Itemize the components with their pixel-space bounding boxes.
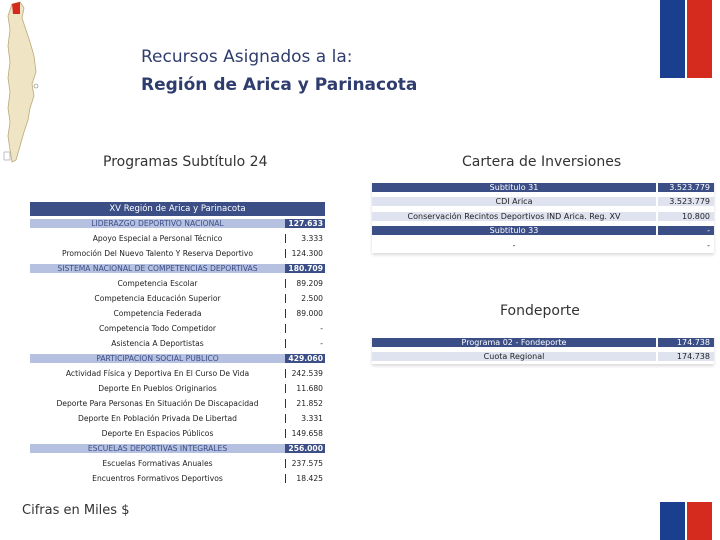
- table-row: [30, 441, 325, 456]
- row-value: 18.425: [285, 474, 325, 483]
- row-label: PARTICIPACION SOCIAL PUBLICO: [30, 354, 285, 363]
- programas-table-header: XV Región de Arica y Parinacota: [30, 202, 325, 216]
- table-row: [372, 335, 714, 350]
- programas-title: Programas Subtítulo 24: [103, 154, 268, 170]
- row-label: Deporte En Espacios Públicos: [101, 429, 214, 438]
- row-value: 10.800: [658, 212, 714, 221]
- row-value: 237.575: [285, 459, 325, 468]
- footer-note: Cifras en Miles $: [22, 503, 130, 518]
- row-value: 127.633: [285, 219, 325, 228]
- row-label: Competencia Todo Competidor: [98, 324, 217, 333]
- row-label: Actividad Física y Deportiva En El Curso De Vida: [65, 369, 250, 378]
- region-map-icon: [0, 0, 40, 165]
- programas-table: [30, 202, 325, 486]
- row-value: 124.300: [285, 249, 325, 258]
- inversiones-table: [372, 180, 714, 253]
- row-label: Programa 02 - Fondeporte: [372, 338, 656, 347]
- row-value: 11.680: [285, 384, 325, 393]
- row-label: Cuota Regional: [372, 352, 656, 361]
- row-label: LIDERAZGO DEPORTIVO NACIONAL: [30, 219, 285, 228]
- row-label: Promoción Del Nuevo Talento Y Reserva Deportivo: [62, 249, 253, 258]
- table-row: [30, 291, 325, 306]
- table-row: [30, 411, 325, 426]
- page-title-line2: Región de Arica y Parinacota: [141, 75, 418, 95]
- row-value: 149.658: [285, 429, 325, 438]
- table-row: [30, 321, 325, 336]
- row-value: 174.738: [658, 352, 714, 361]
- row-value: -: [285, 339, 325, 348]
- table-row: [372, 195, 714, 210]
- row-label: SISTEMA NACIONAL DE COMPETENCIAS DEPORTIVAS: [30, 264, 285, 273]
- row-value: 89.000: [285, 309, 325, 318]
- table-row: [30, 336, 325, 351]
- row-label: -: [372, 241, 656, 250]
- table-row: [372, 350, 714, 365]
- row-label: Escuelas Formativas Anuales: [102, 459, 213, 468]
- fondeporte-table: [372, 335, 714, 364]
- table-row: [30, 381, 325, 396]
- table-row: [30, 246, 325, 261]
- row-value: 3.523.779: [658, 183, 714, 192]
- table-row: [30, 231, 325, 246]
- table-row: [372, 224, 714, 239]
- row-label: Encuentros Formativos Deportivos: [92, 474, 223, 483]
- row-label: Apoyo Especial a Personal Técnico: [92, 234, 223, 243]
- row-value: 3.333: [285, 234, 325, 243]
- row-value: 21.852: [285, 399, 325, 408]
- table-row: [372, 238, 714, 253]
- table-row: [30, 426, 325, 441]
- row-label: Deporte Para Personas En Situación De Discapacidad: [56, 399, 259, 408]
- table-row: [372, 180, 714, 195]
- inversiones-title: Cartera de Inversiones: [462, 154, 622, 170]
- row-value: -: [285, 324, 325, 333]
- row-label: Conservación Recintos Deportivos IND Arica. Reg. XV: [372, 212, 656, 221]
- page-title-line1: Recursos Asignados a la:: [141, 47, 353, 67]
- table-row: [30, 396, 325, 411]
- row-value: 2.500: [285, 294, 325, 303]
- row-value: 180.709: [285, 264, 325, 273]
- flag-accent-bottom: [660, 502, 712, 540]
- row-value: 3.331: [285, 414, 325, 423]
- row-label: Deporte En Pueblos Originarios: [98, 384, 217, 393]
- flag-accent-top: [660, 0, 712, 78]
- table-row: [30, 216, 325, 231]
- row-value: 3.523.779: [658, 197, 714, 206]
- table-row: [30, 351, 325, 366]
- row-value: 242.539: [285, 369, 325, 378]
- row-value: -: [658, 226, 714, 235]
- row-label: Subtitulo 33: [372, 226, 656, 235]
- row-label: CDI Arica: [372, 197, 656, 206]
- table-row: [372, 209, 714, 224]
- row-value: 174.738: [658, 338, 714, 347]
- row-value: 429.060: [285, 354, 325, 363]
- row-label: Subtitulo 31: [372, 183, 656, 192]
- table-row: [30, 471, 325, 486]
- table-row: [30, 261, 325, 276]
- row-value: 89.209: [285, 279, 325, 288]
- row-label: Competencia Educación Superior: [94, 294, 221, 303]
- row-label: Deporte En Población Privada De Libertad: [78, 414, 237, 423]
- table-row: [30, 306, 325, 321]
- row-label: Competencia Escolar: [117, 279, 198, 288]
- table-row: [30, 456, 325, 471]
- table-row: [30, 276, 325, 291]
- row-value: 256.000: [285, 444, 325, 453]
- table-row: [30, 366, 325, 381]
- row-label: ESCUELAS DEPORTIVAS INTEGRALES: [30, 444, 285, 453]
- row-value: -: [658, 241, 714, 250]
- row-label: Competencia Federada: [113, 309, 202, 318]
- row-label: Asistencia A Deportistas: [111, 339, 204, 348]
- fondeporte-title: Fondeporte: [500, 303, 580, 319]
